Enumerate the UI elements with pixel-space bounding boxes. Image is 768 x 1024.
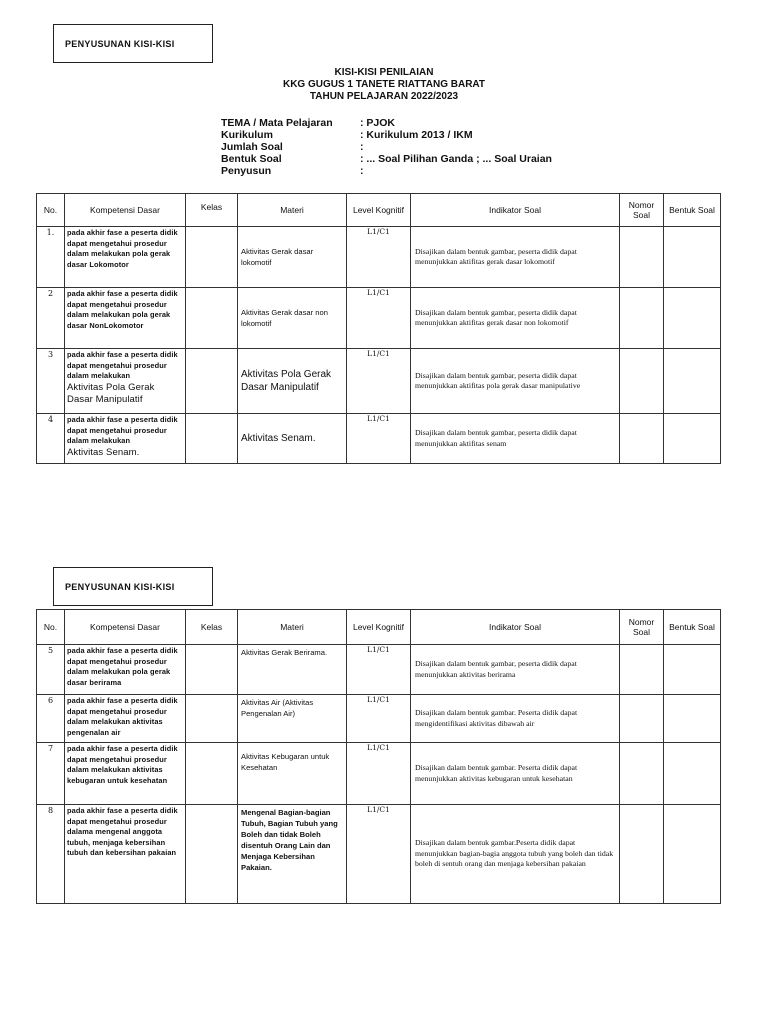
cell-kelas [186,805,238,904]
cell-nomor-soal [620,805,664,904]
meta-block [221,117,552,177]
cell-indikator: Disajikan dalam bentuk gambar.Peserta didik dapat menunjukkan bagian-bagia anggota tubuh yang boleh dan tidak boleh di sentuh orang dan menjaga kebersihan pakaian [411,805,620,904]
header-no: No. [37,194,65,227]
kd-text: pada akhir fase a peserta didik dapat mengetahui prosedur dalam melakukan pola gerak dasar Lokomotor [67,228,178,269]
cell-no: 7 [37,743,65,805]
cell-materi: Mengenal Bagian-bagian Tubuh, Bagian Tubuh yang Boleh dan tidak Boleh disentuh Orang Lain dan Menjaga Kebersihan Pakaian. [238,805,347,904]
meta-key: Bentuk Soal [221,153,282,165]
cell-kompetensi-dasar: pada akhir fase a peserta didik dapat mengetahui prosedur dalama mengenal anggota tubuh, menjaga kebersihan tubuh dan kebersihan pakaian [65,805,186,904]
cell-kompetensi-dasar [65,288,186,349]
meta-row-tema [221,117,552,129]
cell-nomor-soal [620,414,664,464]
table-header-row [37,194,721,227]
cell-indikator: Disajikan dalam bentuk gambar, peserta didik dapat menunjukkan aktivitas berirama [411,645,620,695]
table-row [37,349,721,414]
doc-title: KISI-KISI PENILAIAN [334,67,434,78]
cell-kelas [186,349,238,414]
meta-value: : ... Soal Pilihan Ganda ; ... Soal Uraian [360,153,552,165]
meta-value: : PJOK [360,117,396,129]
cell-materi: Aktivitas Kebugaran untuk Kesehatan [238,743,347,805]
kd-text: pada akhir fase a peserta didik dapat mengetahui prosedur dalam melakukan pola gerak dasar NonLokomotor [67,289,178,330]
cell-materi: Aktivitas Pola Gerak Dasar Manipulatif [238,349,347,414]
table-row [37,227,721,288]
cell-materi: Aktivitas Gerak dasar non lokomotif [238,288,347,349]
cell-no: 3 [37,349,65,414]
header-bentuk-soal: Bentuk Soal [664,194,721,227]
cell-kelas [186,695,238,743]
cell-level: L1/C1 [347,695,411,743]
cell-nomor-soal [620,743,664,805]
cell-bentuk-soal [664,349,721,414]
cell-nomor-soal [620,288,664,349]
cell-indikator: Disajikan dalam bentuk gambar, peserta didik dapat menunjukkan aktifitas gerak dasar non lokomotif [411,288,620,349]
cell-level: L1/C1 [347,227,411,288]
meta-key: Penyusun [221,165,272,177]
cell-level: L1/C1 [347,414,411,464]
meta-key: Kurikulum [221,129,273,141]
section-label-2: PENYUSUNAN KISI-KISI [53,567,213,606]
cell-bentuk-soal [664,695,721,743]
kisi-table-1 [36,193,721,464]
table-header-row [37,610,721,645]
header-kelas: Kelas [186,194,238,227]
table-row [37,805,721,904]
cell-no: 5 [37,645,65,695]
cell-indikator: Disajikan dalam bentuk gambar. Peserta didik dapat menunjukkan aktivitas kebugaran untuk kesehatan [411,743,620,805]
header-level-kognitif: Level Kognitif [347,610,411,645]
cell-nomor-soal [620,227,664,288]
cell-no: 4 [37,414,65,464]
cell-level: L1/C1 [347,288,411,349]
cell-kelas [186,227,238,288]
kisi-table-2 [36,609,721,904]
table-row [37,743,721,805]
cell-no: 2 [37,288,65,349]
cell-bentuk-soal [664,288,721,349]
kd-text: pada akhir fase a peserta didik dapat mengetahui prosedur dalam melakukan [67,415,178,445]
cell-bentuk-soal [664,645,721,695]
header-level-kognitif: Level Kognitif [347,194,411,227]
cell-kelas [186,743,238,805]
header-indikator-soal: Indikator Soal [411,194,620,227]
meta-value: : [360,165,364,177]
cell-bentuk-soal [664,743,721,805]
cell-kompetensi-dasar: pada akhir fase a peserta didik dapat mengetahui prosedur dalam melakukan aktivitas pengenalan air [65,695,186,743]
meta-value: : Kurikulum 2013 / IKM [360,129,473,141]
kd-extra-text: Aktivitas Senam. [67,446,140,458]
section-label-1: PENYUSUNAN KISI-KISI [53,24,213,63]
cell-no: 6 [37,695,65,743]
meta-row-bentuk [221,153,552,165]
cell-level: L1/C1 [347,349,411,414]
table-row [37,695,721,743]
header-materi: Materi [238,610,347,645]
cell-kelas [186,645,238,695]
cell-bentuk-soal [664,227,721,288]
meta-key: Jumlah Soal [221,141,283,153]
cell-indikator: Disajikan dalam bentuk gambar. Peserta didik dapat mengidentifikasi aktivitas dibawah air [411,695,620,743]
cell-no: 8 [37,805,65,904]
meta-row-jumlah [221,141,552,153]
cell-kompetensi-dasar: pada akhir fase a peserta didik dapat mengetahui prosedur dalam melakukan aktivitas kebugaran untuk kesehatan [65,743,186,805]
doc-subtitle-gugus: KKG GUGUS 1 TANETE RIATTANG BARAT [282,79,486,90]
cell-kompetensi-dasar: pada akhir fase a peserta didik dapat mengetahui prosedur dalam melakukan pola gerak dasar berirama [65,645,186,695]
header-bentuk-soal: Bentuk Soal [664,610,721,645]
cell-nomor-soal [620,645,664,695]
cell-indikator: Disajikan dalam bentuk gambar, peserta didik dapat menunjukkan aktifitas pola gerak dasar manipulative [411,349,620,414]
cell-indikator: Disajikan dalam bentuk gambar, peserta didik dapat menunjukkan aktifitas senam [411,414,620,464]
kd-text: pada akhir fase a peserta didik dapat mengetahui prosedur dalam melakukan [67,350,178,380]
table-row [37,414,721,464]
header-no: No. [37,610,65,645]
header-nomor-soal: Nomor Soal [620,194,664,227]
cell-materi: Aktivitas Senam. [238,414,347,464]
cell-bentuk-soal [664,805,721,904]
cell-no: 1. [37,227,65,288]
cell-kompetensi-dasar [65,414,186,464]
kd-extra-text: Aktivitas Pola Gerak Dasar Manipulatif [67,381,155,405]
cell-materi: Aktivitas Gerak dasar lokomotif [238,227,347,288]
doc-subtitle-year: TAHUN PELAJARAN 2022/2023 [309,91,459,102]
meta-row-penyusun [221,165,552,177]
cell-level: L1/C1 [347,645,411,695]
header-indikator-soal: Indikator Soal [411,610,620,645]
cell-level: L1/C1 [347,743,411,805]
header-nomor-soal: Nomor Soal [620,610,664,645]
cell-kelas [186,414,238,464]
cell-materi: Aktivitas Air (Aktivitas Pengenalan Air) [238,695,347,743]
cell-nomor-soal [620,349,664,414]
cell-kompetensi-dasar [65,349,186,414]
cell-kompetensi-dasar [65,227,186,288]
header-kelas: Kelas [186,610,238,645]
table-row [37,288,721,349]
cell-materi: Aktivitas Gerak Berirama. [238,645,347,695]
cell-kelas [186,288,238,349]
meta-value: : [360,141,364,153]
meta-key: TEMA / Mata Pelajaran [221,117,333,129]
cell-indikator: Disajikan dalam bentuk gambar, peserta didik dapat menunjukkan aktifitas gerak dasar lokomotif [411,227,620,288]
cell-level: L1/C1 [347,805,411,904]
cell-nomor-soal [620,695,664,743]
header-kompetensi-dasar: Kompetensi Dasar [65,610,186,645]
meta-row-kurikulum [221,129,552,141]
table-row [37,645,721,695]
header-kompetensi-dasar: Kompetensi Dasar [65,194,186,227]
cell-bentuk-soal [664,414,721,464]
header-materi: Materi [238,194,347,227]
